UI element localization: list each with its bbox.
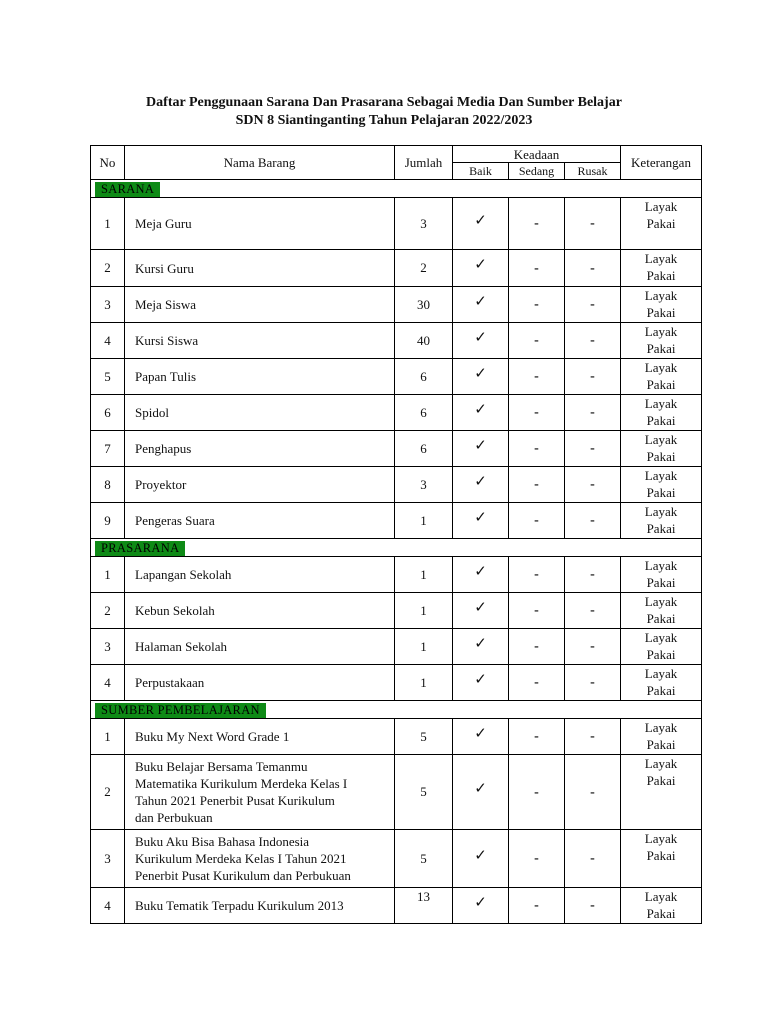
condition-rusak-cell <box>565 250 621 287</box>
item-quantity: 5 <box>395 830 453 888</box>
row-number: 7 <box>91 431 125 467</box>
condition-sedang-cell <box>509 665 565 701</box>
item-name: Penghapus <box>125 431 395 467</box>
item-keterangan <box>621 719 702 755</box>
dash-mark: - <box>590 405 595 420</box>
item-quantity: 6 <box>395 395 453 431</box>
table-row <box>91 557 702 593</box>
condition-baik-cell <box>453 888 509 924</box>
condition-baik-cell <box>453 557 509 593</box>
keterangan-line-2: Pakai <box>646 737 676 752</box>
keterangan-line-2: Pakai <box>646 341 676 356</box>
item-quantity: 1 <box>395 503 453 539</box>
keterangan-line-1: Layak <box>644 594 678 609</box>
row-number: 2 <box>91 755 125 830</box>
item-keterangan <box>621 755 702 830</box>
header-keadaan: Keadaan <box>453 146 621 163</box>
condition-rusak-cell <box>565 830 621 888</box>
condition-baik-cell <box>453 593 509 629</box>
condition-baik-cell <box>453 467 509 503</box>
table-row <box>91 755 702 830</box>
row-number: 3 <box>91 830 125 888</box>
dash-mark: - <box>590 513 595 528</box>
header-nama-barang: Nama Barang <box>125 146 395 180</box>
row-number: 3 <box>91 287 125 323</box>
checkmark-icon: ✓ <box>474 255 487 273</box>
condition-rusak-cell <box>565 431 621 467</box>
condition-sedang-cell <box>509 503 565 539</box>
keterangan-line-2: Pakai <box>646 216 676 231</box>
dash-mark: - <box>534 369 539 384</box>
item-name <box>125 830 395 888</box>
document-title-line-1: Daftar Penggunaan Sarana Dan Prasarana Sebagai Media Dan Sumber Belajar <box>146 95 622 110</box>
item-keterangan <box>621 467 702 503</box>
keterangan-line-1: Layak <box>644 360 678 375</box>
item-keterangan <box>621 503 702 539</box>
item-name-line: Kurikulum Merdeka Kelas I Tahun 2021 <box>135 851 347 866</box>
section-row <box>91 701 702 719</box>
item-name-line: Buku My Next Word Grade 1 <box>135 729 290 744</box>
item-name: Kebun Sekolah <box>125 593 395 629</box>
keterangan-line-1: Layak <box>644 630 678 645</box>
item-name: Kursi Siswa <box>125 323 395 359</box>
section-row <box>91 539 702 557</box>
condition-baik-cell <box>453 287 509 323</box>
section-label: PRASARANA <box>95 541 185 556</box>
item-quantity: 3 <box>395 198 453 250</box>
condition-sedang-cell <box>509 395 565 431</box>
table-row <box>91 665 702 701</box>
condition-sedang-cell <box>509 287 565 323</box>
keterangan-line-2: Pakai <box>646 906 676 921</box>
item-quantity: 6 <box>395 431 453 467</box>
dash-mark: - <box>590 333 595 348</box>
item-keterangan <box>621 287 702 323</box>
item-keterangan <box>621 593 702 629</box>
keterangan-line-2: Pakai <box>646 413 676 428</box>
condition-rusak-cell <box>565 323 621 359</box>
dash-mark: - <box>534 898 539 913</box>
condition-rusak-cell <box>565 888 621 924</box>
item-name: Spidol <box>125 395 395 431</box>
item-keterangan <box>621 250 702 287</box>
condition-rusak-cell <box>565 629 621 665</box>
item-keterangan <box>621 557 702 593</box>
dash-mark: - <box>534 729 539 744</box>
checkmark-icon: ✓ <box>474 633 487 652</box>
condition-sedang-cell <box>509 250 565 287</box>
item-quantity: 1 <box>395 557 453 593</box>
item-name: Kursi Guru <box>125 250 395 287</box>
checkmark-icon: ✓ <box>474 507 487 526</box>
condition-sedang-cell <box>509 755 565 830</box>
condition-sedang-cell <box>509 198 565 250</box>
section-label: SUMBER PEMBELAJARAN <box>95 703 266 718</box>
condition-rusak-cell <box>565 557 621 593</box>
checkmark-icon: ✓ <box>474 723 487 742</box>
item-name-line: Matematika Kurikulum Merdeka Kelas I <box>135 776 348 791</box>
dash-mark: - <box>534 513 539 528</box>
item-keterangan <box>621 359 702 395</box>
dash-mark: - <box>534 851 539 866</box>
keterangan-line-1: Layak <box>644 199 678 214</box>
keterangan-line-1: Layak <box>644 288 678 303</box>
item-name <box>125 755 395 830</box>
keterangan-line-1: Layak <box>644 432 678 447</box>
keterangan-line-2: Pakai <box>646 377 676 392</box>
keterangan-line-1: Layak <box>644 558 678 573</box>
table-row <box>91 287 702 323</box>
keterangan-line-2: Pakai <box>646 485 676 500</box>
row-number: 5 <box>91 359 125 395</box>
row-number: 1 <box>91 719 125 755</box>
item-quantity: 1 <box>395 629 453 665</box>
dash-mark: - <box>534 567 539 582</box>
item-quantity: 5 <box>395 719 453 755</box>
dash-mark: - <box>590 369 595 384</box>
checkmark-icon: ✓ <box>474 399 487 418</box>
dash-mark: - <box>534 441 539 456</box>
item-quantity: 1 <box>395 593 453 629</box>
item-keterangan <box>621 830 702 888</box>
table-row <box>91 323 702 359</box>
table-row <box>91 629 702 665</box>
row-number: 3 <box>91 629 125 665</box>
section-label: SARANA <box>95 182 160 197</box>
condition-rusak-cell <box>565 467 621 503</box>
table-row <box>91 467 702 503</box>
header-jumlah: Jumlah <box>395 146 453 180</box>
row-number: 4 <box>91 323 125 359</box>
item-name: Meja Siswa <box>125 287 395 323</box>
row-number: 9 <box>91 503 125 539</box>
row-number: 2 <box>91 250 125 287</box>
condition-sedang-cell <box>509 593 565 629</box>
dash-mark: - <box>590 729 595 744</box>
checkmark-icon: ✓ <box>474 892 487 911</box>
table-row <box>91 593 702 629</box>
checkmark-icon: ✓ <box>474 597 487 616</box>
row-number: 6 <box>91 395 125 431</box>
item-keterangan <box>621 395 702 431</box>
inventory-table <box>90 145 702 924</box>
row-number: 2 <box>91 593 125 629</box>
condition-rusak-cell <box>565 359 621 395</box>
dash-mark: - <box>590 477 595 492</box>
checkmark-icon: ✓ <box>474 363 487 382</box>
item-quantity: 6 <box>395 359 453 395</box>
dash-mark: - <box>590 297 595 312</box>
condition-rusak-cell <box>565 665 621 701</box>
row-number: 1 <box>91 557 125 593</box>
item-quantity: 40 <box>395 323 453 359</box>
condition-baik-cell <box>453 431 509 467</box>
keterangan-line-2: Pakai <box>646 848 676 863</box>
item-name-line: dan Perbukuan <box>135 810 213 825</box>
table-row <box>91 888 702 924</box>
condition-baik-cell <box>453 503 509 539</box>
row-number: 1 <box>91 198 125 250</box>
table-row <box>91 359 702 395</box>
dash-mark: - <box>590 441 595 456</box>
condition-rusak-cell <box>565 503 621 539</box>
item-name <box>125 888 395 924</box>
condition-sedang-cell <box>509 323 565 359</box>
table-row <box>91 395 702 431</box>
keterangan-line-1: Layak <box>644 889 678 904</box>
header-row <box>91 146 702 163</box>
condition-baik-cell <box>453 755 509 830</box>
keterangan-line-1: Layak <box>644 504 678 519</box>
header-rusak: Rusak <box>565 163 621 180</box>
keterangan-line-1: Layak <box>644 251 678 266</box>
condition-sedang-cell <box>509 830 565 888</box>
header-sedang: Sedang <box>509 163 565 180</box>
checkmark-icon: ✓ <box>474 845 487 864</box>
condition-sedang-cell <box>509 629 565 665</box>
item-name <box>125 719 395 755</box>
checkmark-icon: ✓ <box>474 327 487 346</box>
dash-mark: - <box>534 603 539 618</box>
condition-baik-cell <box>453 665 509 701</box>
keterangan-line-2: Pakai <box>646 647 676 662</box>
dash-mark: - <box>590 216 595 231</box>
header-no: No <box>91 146 125 180</box>
condition-baik-cell <box>453 395 509 431</box>
item-name-line: Tahun 2021 Penerbit Pusat Kurikulum <box>135 793 335 808</box>
keterangan-line-1: Layak <box>644 468 678 483</box>
item-name-line: Penerbit Pusat Kurikulum dan Perbukuan <box>135 868 351 883</box>
keterangan-line-1: Layak <box>644 324 678 339</box>
dash-mark: - <box>590 898 595 913</box>
checkmark-icon: ✓ <box>474 291 487 310</box>
section-cell <box>91 539 702 557</box>
dash-mark: - <box>590 567 595 582</box>
table-row <box>91 830 702 888</box>
condition-baik-cell <box>453 250 509 287</box>
keterangan-line-1: Layak <box>644 831 678 846</box>
section-cell <box>91 701 702 719</box>
keterangan-line-2: Pakai <box>646 521 676 536</box>
row-number: 4 <box>91 665 125 701</box>
item-name-line: Buku Aku Bisa Bahasa Indonesia <box>135 834 310 849</box>
item-name-line: Buku Belajar Bersama Temanmu <box>135 759 308 774</box>
keterangan-line-2: Pakai <box>646 683 676 698</box>
header-keterangan: Keterangan <box>621 146 702 180</box>
checkmark-icon: ✓ <box>474 779 487 797</box>
keterangan-line-2: Pakai <box>646 611 676 626</box>
condition-baik-cell <box>453 830 509 888</box>
item-name: Papan Tulis <box>125 359 395 395</box>
item-keterangan <box>621 888 702 924</box>
dash-mark: - <box>534 333 539 348</box>
item-quantity: 5 <box>395 755 453 830</box>
condition-rusak-cell <box>565 198 621 250</box>
keterangan-line-2: Pakai <box>646 305 676 320</box>
keterangan-line-2: Pakai <box>646 268 676 283</box>
table-row <box>91 719 702 755</box>
condition-rusak-cell <box>565 395 621 431</box>
document-title-line-2: SDN 8 Siantinganting Tahun Pelajaran 2022/2023 <box>235 113 533 128</box>
condition-rusak-cell <box>565 719 621 755</box>
item-name: Lapangan Sekolah <box>125 557 395 593</box>
item-quantity: 30 <box>395 287 453 323</box>
table-row <box>91 198 702 250</box>
header-baik: Baik <box>453 163 509 180</box>
dash-mark: - <box>590 260 595 276</box>
item-name: Proyektor <box>125 467 395 503</box>
condition-rusak-cell <box>565 287 621 323</box>
keterangan-line-2: Pakai <box>646 575 676 590</box>
condition-baik-cell <box>453 323 509 359</box>
checkmark-icon: ✓ <box>474 471 487 490</box>
row-number: 8 <box>91 467 125 503</box>
item-name: Meja Guru <box>125 198 395 250</box>
keterangan-line-1: Layak <box>644 666 678 681</box>
keterangan-line-1: Layak <box>644 396 678 411</box>
condition-sedang-cell <box>509 888 565 924</box>
condition-baik-cell <box>453 198 509 250</box>
dash-mark: - <box>534 477 539 492</box>
condition-baik-cell <box>453 629 509 665</box>
item-keterangan <box>621 198 702 250</box>
dash-mark: - <box>590 603 595 618</box>
keterangan-line-2: Pakai <box>646 773 676 788</box>
condition-sedang-cell <box>509 467 565 503</box>
item-quantity: 13 <box>395 888 453 924</box>
table-row <box>91 431 702 467</box>
condition-baik-cell <box>453 719 509 755</box>
dash-mark: - <box>534 639 539 654</box>
table-row <box>91 503 702 539</box>
section-cell <box>91 180 702 198</box>
item-name-line: Buku Tematik Terpadu Kurikulum 2013 <box>135 898 344 913</box>
item-keterangan <box>621 665 702 701</box>
item-quantity: 2 <box>395 250 453 287</box>
condition-baik-cell <box>453 359 509 395</box>
dash-mark: - <box>534 405 539 420</box>
keterangan-line-1: Layak <box>644 756 678 771</box>
item-name: Halaman Sekolah <box>125 629 395 665</box>
section-row <box>91 180 702 198</box>
item-name: Perpustakaan <box>125 665 395 701</box>
keterangan-line-1: Layak <box>644 720 678 735</box>
item-keterangan <box>621 431 702 467</box>
table-row <box>91 250 702 287</box>
dash-mark: - <box>534 784 539 800</box>
condition-sedang-cell <box>509 359 565 395</box>
item-keterangan <box>621 323 702 359</box>
checkmark-icon: ✓ <box>474 435 487 454</box>
dash-mark: - <box>590 851 595 866</box>
dash-mark: - <box>534 297 539 312</box>
condition-sedang-cell <box>509 431 565 467</box>
checkmark-icon: ✓ <box>474 561 487 580</box>
item-quantity: 1 <box>395 665 453 701</box>
dash-mark: - <box>590 784 595 800</box>
dash-mark: - <box>534 260 539 276</box>
condition-sedang-cell <box>509 557 565 593</box>
row-number: 4 <box>91 888 125 924</box>
condition-rusak-cell <box>565 755 621 830</box>
dash-mark: - <box>590 675 595 690</box>
dash-mark: - <box>534 216 539 231</box>
item-name: Pengeras Suara <box>125 503 395 539</box>
keterangan-line-2: Pakai <box>646 449 676 464</box>
item-keterangan <box>621 629 702 665</box>
dash-mark: - <box>534 675 539 690</box>
condition-sedang-cell <box>509 719 565 755</box>
item-quantity: 3 <box>395 467 453 503</box>
condition-rusak-cell <box>565 593 621 629</box>
checkmark-icon: ✓ <box>474 210 487 229</box>
checkmark-icon: ✓ <box>474 669 487 688</box>
dash-mark: - <box>590 639 595 654</box>
